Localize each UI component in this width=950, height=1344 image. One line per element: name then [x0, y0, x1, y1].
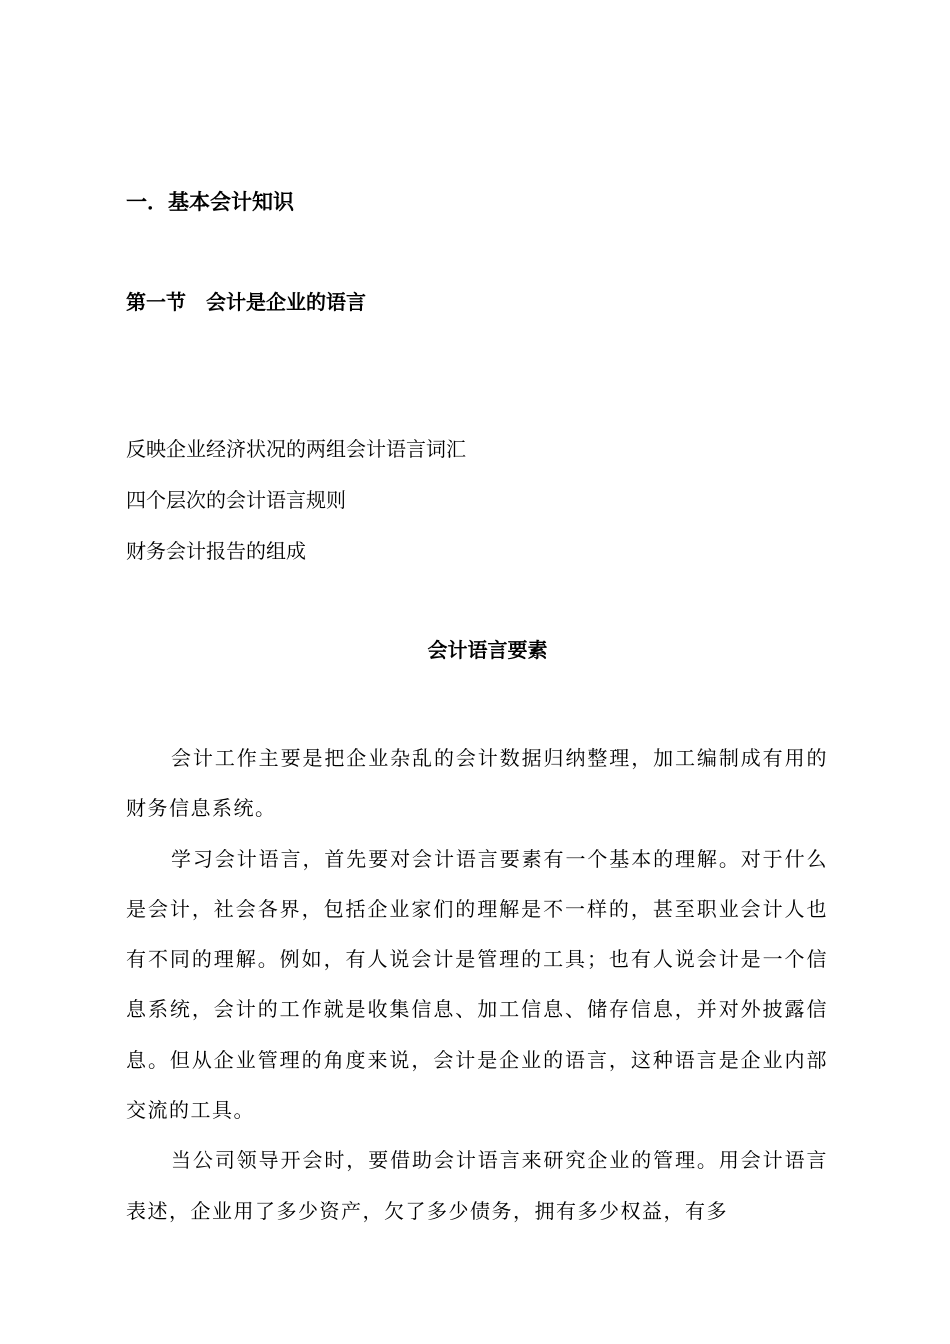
topic-item: 四个层次的会计语言规则 — [126, 488, 346, 512]
paragraph: 学习会计语言，首先要对会计语言要素有一个基本的理解。对于什么是会计，社会各界，包括企业家们的理解是不一样的，甚至职业会计人也有不同的理解。例如，有人说会计是管理的工具；也有人说会计是一个信息系统，会计的工作就是收集信息、加工信息、储存信息，并对外披露信息。但从企业管理的角度来说，会计是企业的语言，这种语言是企业内部交流的工具。 — [126, 846, 828, 1123]
section-heading: 第一节 会计是企业的语言 — [126, 290, 366, 314]
topic-item: 反映企业经济状况的两组会计语言词汇 — [126, 437, 466, 461]
topic-item: 财务会计报告的组成 — [126, 539, 306, 563]
body-text — [126, 733, 828, 1236]
chapter-heading: 一．基本会计知识 — [126, 190, 294, 214]
paragraph: 会计工作主要是把企业杂乱的会计数据归纳整理，加工编制成有用的财务信息系统。 — [126, 746, 828, 821]
topic-list — [126, 435, 466, 588]
paragraph: 当公司领导开会时，要借助会计语言来研究企业的管理。用会计语言表述，企业用了多少资产，欠了多少债务，拥有多少权益，有多 — [126, 1148, 828, 1223]
subsection-title: 会计语言要素 — [427, 638, 548, 662]
